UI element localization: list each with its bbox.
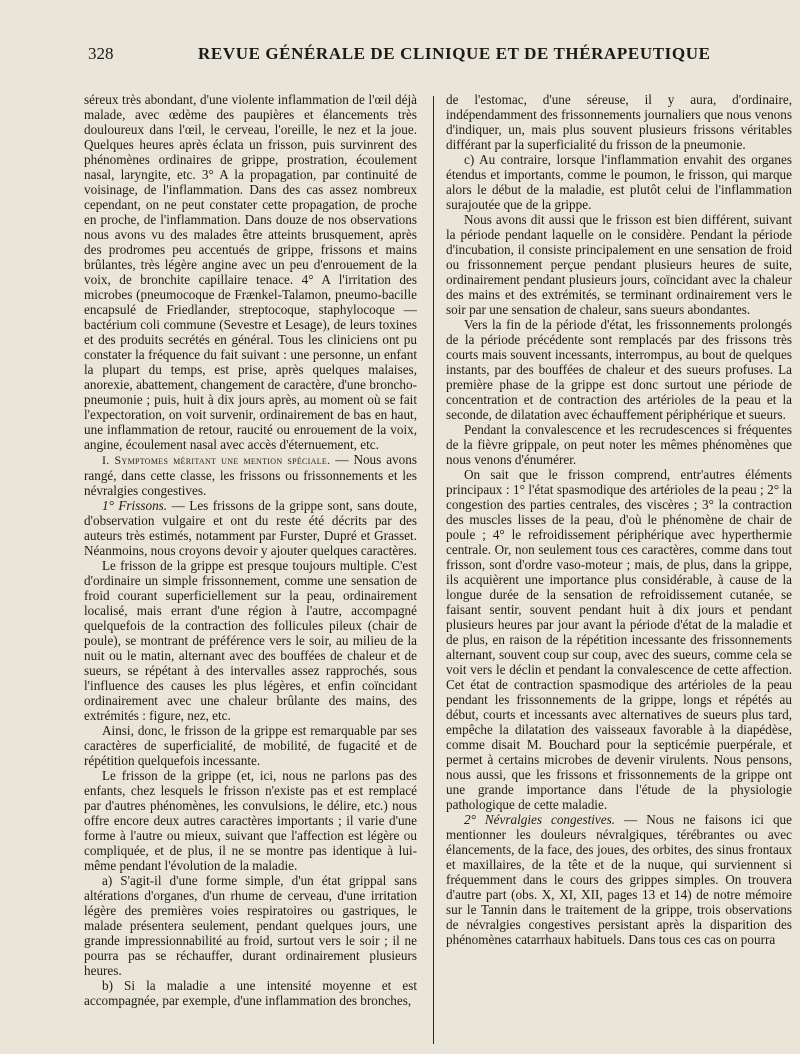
paragraph: Pendant la convalescence et les recrudescences si fréquentes de la fièvre grippale, on peut noter les mêmes phénomènes que nous venons d'énumérer. xyxy=(446,422,792,467)
paragraph: de l'estomac, d'une séreuse, il y aura, d'ordinaire, indépendamment des frissonnements journaliers que nous venons d'indiquer, un, mais plus souvent plusieurs frissons véritables différant par la superficialité du frisson de la pneumonie. xyxy=(446,92,792,152)
paragraph: Ainsi, donc, le frisson de la grippe est remarquable par ses caractères de superficialité, de mobilité, de fugacité et de répétition quelquefois incessante. xyxy=(84,723,417,768)
paragraph xyxy=(446,812,792,947)
paragraph: On sait que le frisson comprend, entr'autres éléments principaux : 1° l'état spasmodique des artérioles de la peau ; 2° la congestion des parties centrales, des viscères ; 3° la contraction des muscles lisses de la peau, d'où le phénomène de chair de poule ; 4° le refroidissement périphérique avec hyperthermie centrale. Or, non seulement tous ces caractères, comme dans tout frisson, sont d'ordre vaso-moteur ; mais, de plus, dans la grippe, ils acquièrent une importance plus considérable, à cause de la longue durée de la sensation de refroidissement cutanée, se faisant sentir, souvent pendant huit à dix jours et pendant plusieurs heures par jour avant la période d'état de la maladie et de plus, en raison de la répétition incessante des frissonnements alternant, souvent coup sur coup, avec des sueurs, comme cela se voit vers le déclin et pendant la convalescence de cette affection. Cet état de contraction spasmodique des artérioles de la peau pendant les frissonnements de la grippe, longs et répétés au début, courts et incessants avec alternatives de sueurs plus tard, empêche la dilatation des vaisseaux favorable à la diapédèse, comme disait M. Bouchard pour la septicémie puerpérale, et permet à certains microbes de devenir virulents. Nous pensons, nous aussi, que les frissons et frissonnements de la grippe ont une grande importance dans l'étude de la physiologie pathologique de cette maladie. xyxy=(446,467,792,812)
paragraph: a) S'agit-il d'une forme simple, d'un état grippal sans altérations d'organes, d'un rhume de cerveau, d'une irritation légère des premières voies respiratoires ou gastriques, le malade présentera seulement, pendant quelques jours, une grande impressionnabilité au froid, surtout vers le soir ; il ne pourra pas se réchauffer, durant ordinairement plusieurs heures. xyxy=(84,873,417,978)
paragraph: c) Au contraire, lorsque l'inflammation envahit des organes étendus et importants, comme le poumon, le frisson, qui marque alors le début de la maladie, est plutôt celui de l'inflammation surajoutée que de la grippe. xyxy=(446,152,792,212)
paragraph xyxy=(84,452,417,498)
paragraph: Vers la fin de la période d'état, les frissonnements prolongés de la période précédente sont remplacés par des frissons très courts mais souvent incessants, interrompus, au bout de quelques instants, par des bouffées de chaleur et des sueurs profuses. La première phase de la grippe est donc surtout une période de concentration et de contraction des artérioles de la peau et la seconde, de dilatation avec échauffement périphérique et sueurs. xyxy=(446,317,792,422)
paragraph: Le frisson de la grippe (et, ici, nous ne parlons pas des enfants, chez lesquels le frisson n'existe pas et est remplacé par d'autres phénomènes, les convulsions, le délire, etc.) nous offre encore deux autres caractères importants ; il varie d'une forme à l'autre ou mieux, suivant que l'affection est légère ou compliquée, et de plus, il ne se montre pas identique à lui-même pendant l'évolution de la maladie. xyxy=(84,768,417,873)
subsection-heading: 2° Névralgies congestives. xyxy=(464,812,616,827)
subsection-heading: 1° Frissons. xyxy=(102,498,168,513)
paragraph: Nous avons dit aussi que le frisson est bien différent, suivant la période pendant laquelle on le considère. Pendant la période d'incubation, il consiste principalement en une sensation de froid ou frissonnement perçue pendant plusieurs heures de suite, ordinairement pendant plusieurs jours, coïncidant avec la chaleur des mains et des extrémités, se terminant ordinairement vers le soir par une sensation de chaleur, sans sueurs abondantes. xyxy=(446,212,792,317)
paragraph-text: — Les frissons de la grippe sont, sans doute, d'observation vulgaire et ont du reste été décrits par des auteurs très estimés, notamment par Furster, Dupré et Grasset. Néanmoins, nous croyons devoir y ajouter quelques caractères. xyxy=(84,498,417,558)
left-column xyxy=(84,92,427,1044)
running-title: REVUE GÉNÉRALE DE CLINIQUE ET DE THÉRAPEUTIQUE xyxy=(198,44,711,63)
paragraph: b) Si la maladie a une intensité moyenne et est accompagnée, par exemple, d'une inflammation des bronches, xyxy=(84,978,417,1008)
paragraph xyxy=(84,498,417,558)
page-number: 328 xyxy=(88,44,114,63)
text-columns xyxy=(84,92,792,1044)
paragraph: Le frisson de la grippe est presque toujours multiple. C'est d'ordinaire un simple frissonnement, comme une sensation de froid courant superficiellement sur la peau, ordinairement localisé, mais errant d'une région à l'autre, accompagné quelquefois de la contraction des follicules pileux (chair de poule), se montrant de préférence vers le soir, au milieu de la nuit ou le matin, alternant avec des bouffées de chaleur et de sueurs, se répétant à des intervalles assez rapprochés, sous l'influence des causes les plus légères, et enfin coïncidant ordinairement avec une chaleur brûlante des mains, des extrémités : figure, nez, etc. xyxy=(84,558,417,723)
paragraph-text: — Nous avons rangé, dans cette classe, les frissons ou frissonnements et les névralgies congestives. xyxy=(84,452,417,498)
page-header xyxy=(88,44,776,70)
right-column xyxy=(440,92,792,1044)
paragraph: séreux très abondant, d'une violente inflammation de l'œil déjà malade, avec œdème des paupières et élancements très douloureux dans l'œil, le cerveau, l'oreille, le nez et la joue. Quelques heures après éclata un frisson, puis survinrent des phénomènes ordinaires de grippe, prostration, écoulement nasal, laryngite, etc. 3° A la propagation, par continuité de voisinage, de l'inflammation. Dans des cas assez nombreux cependant, on ne peut constater cette propagation, de proche en proche, de l'inflammation. Dans douze de nos observations nous avons vu des malades être atteints brusquement, après des prodromes peu accentués de grippe, frissons et mains brûlantes, très légère angine avec un peu d'enrouement de la voix, de bronchite capillaire tenace. 4° A l'irritation des microbes (pneumocoque de Frænkel-Talamon, pneumo-bacille encapsulé de Friedlander, streptocoque, staphylocoque — bactérium coli commune (Sevestre et Lesage), de leurs toxines et des produits secrétés en général. Tous les cliniciens ont pu constater la fréquence du fait suivant : une personne, un enfant la plupart du temps, est prise, après quelques malaises, anorexie, abattement, changement de caractère, d'une broncho-pneumonie ; puis, huit à dix jours après, au moment où se fait l'expectoration, on voit survenir, ordinairement de bas en haut, une inflammation de retour, raucité ou enrouement de la voix, angine, écoulement nasal avec accès d'éternuement, etc. xyxy=(84,92,417,452)
section-heading: I. Symptomes méritant une mention spéciale. xyxy=(102,453,331,467)
column-divider xyxy=(433,96,434,1044)
paragraph-text: — Nous ne faisons ici que mentionner les douleurs névralgiques, térébrantes ou avec élancements, de la face, des joues, des orbites, des sinus frontaux et maxillaires, de la tête et de la nuque, qui surviennent si fréquemment dans le cours des grippes simples. On trouvera d'autre part (obs. X, XI, XII, pages 13 et 14) de notre mémoire sur le Tannin dans le traitement de la grippe, trois observations de névralgies congestives persistant après la disparition des phénomènes catarrhaux habituels. Dans tous ces cas on pourra xyxy=(446,812,792,947)
